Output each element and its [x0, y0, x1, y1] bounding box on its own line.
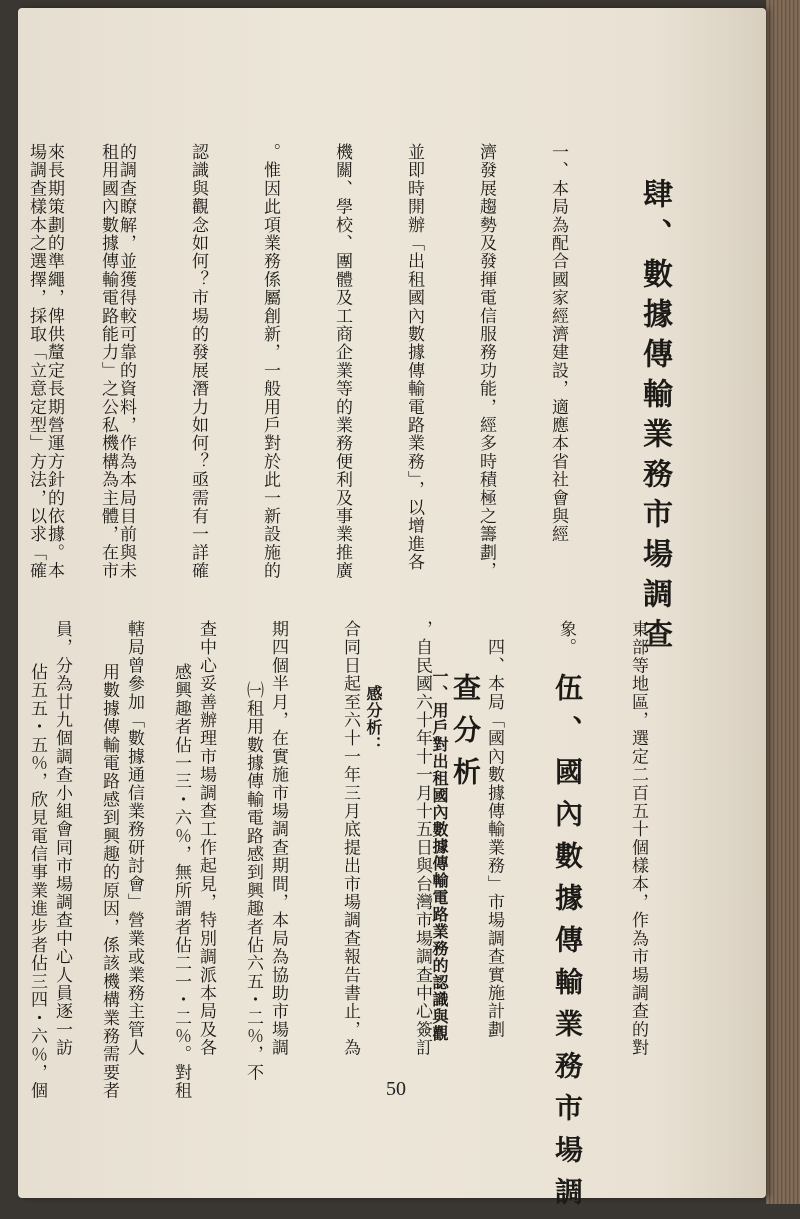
text-line: 一、本局為配合國家經濟建設，適應本省社會與經 — [548, 143, 568, 544]
section5-title-line2: 查分析 — [449, 673, 482, 799]
text-line: 象。 — [556, 620, 576, 657]
text-line: 期四個半月，在實施市場調查期間，本局為協助市場調 — [268, 620, 288, 1057]
subtitle-line: 一、用戶對出租國內數據傳輸電路業務的認識與觀 — [430, 668, 449, 1042]
text-line: 合同日起至六十一年三月底提出市場調查報告書止，為 — [340, 620, 360, 1057]
text-line: 東部等地區，選定二百五十個樣本，作為市場調查的對 — [628, 620, 648, 1057]
book-page — [18, 8, 766, 1219]
section5-title-line1: 伍、國內數據傳輸業務市場調 — [551, 673, 584, 1219]
text-line: 查中心妥善辦理市場調查工作起見，特別調派本局及各 — [196, 620, 216, 1057]
text-line: ，自民國六十年十一月十五日與台灣市場調查中心簽訂 — [412, 620, 432, 1057]
section4-title: 肆、數據傳輸業務市場調查 — [637, 178, 672, 658]
text-line: 感興趣者佔一三・六％，無所謂者佔二一・二％。對租 — [171, 663, 191, 1100]
book-page-edge — [766, 0, 800, 1204]
text-line: 佔五五・五％，欣見電信事業進步者佔三四・六％，個 — [27, 663, 47, 1100]
text-line: 租用國內數據傳輸電路能力」之公私機構為主體，在市 — [98, 143, 118, 580]
text-line: 用數據傳輸電路感到興趣的原因，係該機構業務需要者 — [99, 663, 119, 1100]
text-line: 。惟因此項業務係屬創新，一般用戶對於此一新設施的 — [260, 143, 280, 580]
text-line: 認識與觀念如何？市場的發展潛力如何？亟需有一詳確 — [188, 143, 208, 580]
text-line: 機關、學校、團體及工商企業等的業務便利及事業推廣 — [332, 143, 352, 580]
section5-subtitle — [318, 668, 494, 1068]
text-line: 轄局曾參加「數據通信業務研討會」營業或業務主管人 — [124, 620, 144, 1057]
text-line: 濟發展趨勢及發揮電信服務功能，經多時積極之籌劃， — [476, 143, 496, 580]
text-line: 場調查樣本之選擇，採取「立意定型」方法，以求「確 — [26, 143, 46, 580]
text-line: 員，分為廿九個調查小組會同市場調查中心人員逐一訪 — [52, 620, 72, 1057]
text-line: ㈠租用數據傳輸電路感到興趣者佔六五・二％，不 — [243, 663, 263, 1082]
text-line: 的調查瞭解，並獲得較可靠的資料，作為本局目前與未 — [116, 143, 136, 580]
text-line: 四、本局「國內數據傳輸業務」市場調查實施計劃 — [484, 620, 504, 1039]
text-line: 並即時開辦「出租國內數據傳輸電路業務」，以增進各 — [404, 143, 424, 572]
text-line: 來長期策劃的準繩，俾供釐定長期營運方針的依據。本 — [44, 143, 64, 580]
subtitle-line: 感分析： — [364, 668, 383, 753]
page-number: 50 — [386, 1078, 406, 1100]
section4-body-upper-left — [26, 143, 168, 603]
